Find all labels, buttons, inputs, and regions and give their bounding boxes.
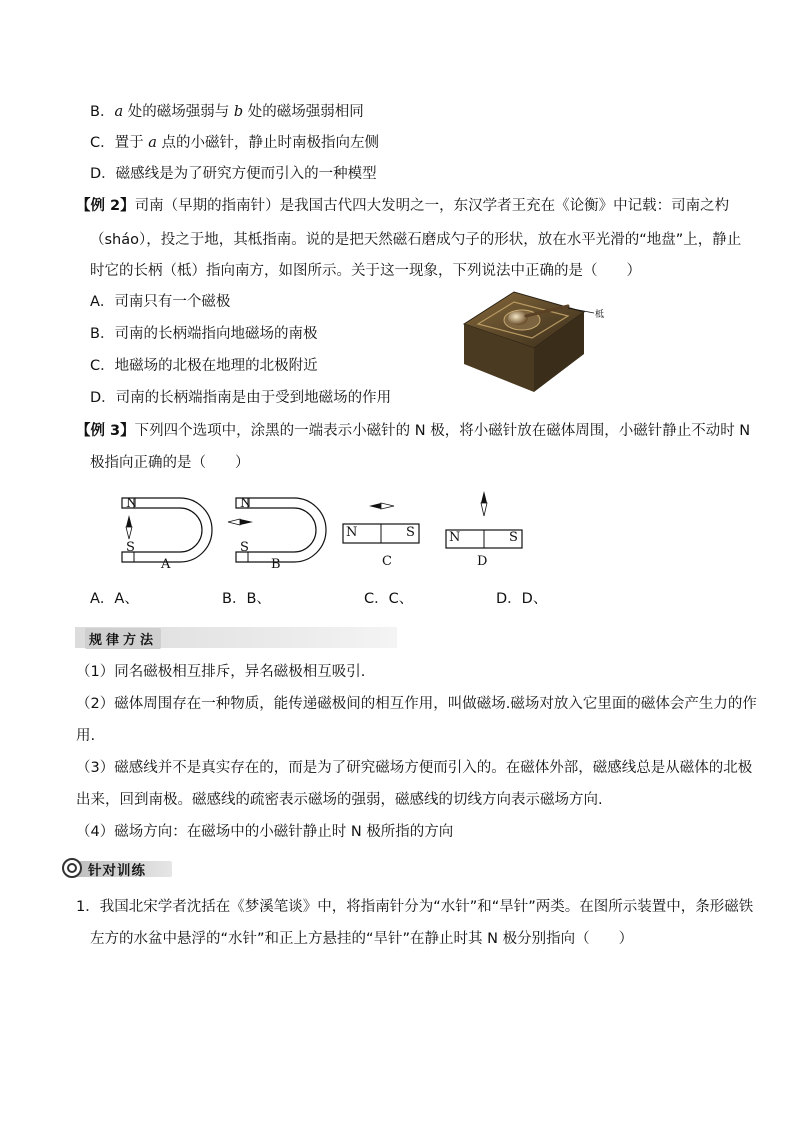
pole-label-d-s: S bbox=[509, 530, 518, 545]
sinan-photo bbox=[460, 288, 608, 396]
figure-label-b: B bbox=[271, 557, 281, 572]
question-1-line-1: 1．我国北宋学者沈括在《梦溪笔谈》中，将指南针分为“水针”和“旱针”两类。在图所示装置中，条形磁铁 bbox=[76, 899, 754, 915]
training-title: 针对训练 bbox=[88, 863, 146, 879]
figure-label-c: C bbox=[382, 554, 392, 569]
photo-label: 柢 bbox=[595, 310, 605, 320]
option-c: C．置于 a 点的小磁针，静止时南极指向左侧 bbox=[90, 135, 379, 151]
example-2-option-c: C．地磁场的北极在地理的北极附近 bbox=[90, 358, 318, 374]
rule-4: （4）磁场方向：在磁场中的小磁针静止时 N 极所指的方向 bbox=[76, 824, 454, 840]
pole-label-c-n: N bbox=[346, 525, 358, 540]
method-banner bbox=[75, 627, 397, 648]
pole-label-c-s: S bbox=[406, 525, 415, 540]
example-2-option-b: B．司南的长柄端指向地磁场的南极 bbox=[90, 326, 318, 342]
rule-3-line-1: （3）磁感线并不是真实存在的，而是为了研究磁场方便而引入的。在磁体外部，磁感线总是从磁体的北极 bbox=[76, 760, 753, 776]
option-b: B．a 处的磁场强弱与 b 处的磁场强弱相同 bbox=[90, 104, 364, 120]
training-banner bbox=[62, 858, 172, 880]
example-2-line-3: 时它的长柄（柢）指向南方，如图所示。关于这一现象，下列说法中正确的是（ ） bbox=[90, 263, 641, 279]
example-2-line-1: 【例 2】司南（早期的指南针）是我国古代四大发明之一，东汉学者王充在《论衡》中记载：司南之杓 bbox=[76, 198, 730, 214]
example-3-line-1: 【例 3】下列四个选项中，涂黑的一端表示小磁针的 N 极，将小磁针放在磁体周围，小磁针静止不动时 N bbox=[76, 423, 751, 439]
example-3-option-d: D．D、 bbox=[496, 591, 548, 607]
method-title: 规律方法 bbox=[85, 628, 161, 649]
pole-label-a-s: S bbox=[126, 540, 135, 555]
example-3-option-c: C．C、 bbox=[364, 591, 414, 607]
option-d: D．磁感线是为了研究方便而引入的一种模型 bbox=[90, 166, 377, 182]
example-3-line-2: 极指向正确的是（ ） bbox=[90, 455, 250, 471]
magnet-diagram bbox=[90, 488, 540, 578]
example-3-option-b: B．B、 bbox=[222, 591, 271, 607]
example-3-option-a: A．A、 bbox=[90, 591, 139, 607]
rule-1: （1）同名磁极相互排斥，异名磁极相互吸引. bbox=[76, 664, 366, 680]
example-2-option-a: A．司南只有一个磁极 bbox=[90, 294, 231, 310]
pole-label-b-n: N bbox=[240, 496, 252, 511]
example-2-option-d: D．司南的长柄端指南是由于受到地磁场的作用 bbox=[90, 390, 392, 406]
question-1-line-2: 左方的水盆中悬浮的“水针”和正上方悬挂的“旱针”在静止时其 N 极分别指向（ ） bbox=[90, 931, 634, 947]
figure-label-d: D bbox=[477, 554, 488, 569]
example-2-tag: 【例 2】 bbox=[76, 198, 135, 214]
example-2-line-2: （sháo），投之于地，其柢指南。说的是把天然磁石磨成勺子的形状，放在水平光滑的“地盘”上，静止 bbox=[90, 232, 742, 248]
pole-label-a-n: N bbox=[126, 496, 138, 511]
rule-2-line-2: 用. bbox=[76, 728, 96, 744]
rule-2-line-1: （2）磁体周围存在一种物质，能传递磁极间的相互作用，叫做磁场.磁场对放入它里面的磁体会产生力的作 bbox=[76, 696, 757, 712]
pole-label-d-n: N bbox=[449, 530, 461, 545]
example-3-tag: 【例 3】 bbox=[76, 423, 135, 439]
target-icon bbox=[62, 858, 82, 878]
pole-label-b-s: S bbox=[240, 540, 249, 555]
rule-3-line-2: 出来，回到南极。磁感线的疏密表示磁场的强弱，磁感线的切线方向表示磁场方向. bbox=[76, 792, 603, 808]
figure-label-a: A bbox=[161, 557, 171, 572]
